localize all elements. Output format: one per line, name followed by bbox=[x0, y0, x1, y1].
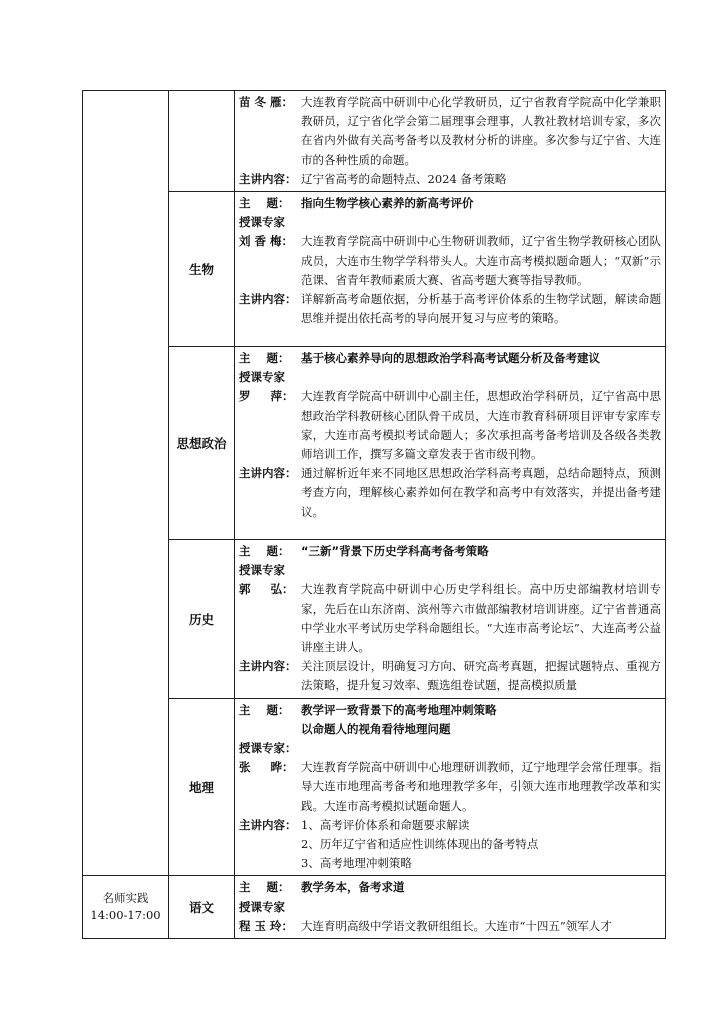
list-item: 2、历年辽宁省和适应性训练体现出的备考特点 bbox=[301, 837, 539, 852]
content-cell bbox=[235, 698, 666, 876]
content-cell bbox=[235, 192, 666, 347]
lecture-content-row bbox=[239, 657, 661, 695]
list-item: 1、高考评价体系和命题要求解读 bbox=[301, 817, 470, 832]
table-row bbox=[83, 698, 666, 876]
topic-label: 主 题： bbox=[239, 351, 290, 366]
lecture-content-text: 通过解析近年来不同地区思想政治学科高考真题，总结命题特点，预测考查方向，理解核心素养如何在教学和高考中有效落实，并提出备考建议。 bbox=[301, 466, 661, 519]
expert-bio: 大连教育学院高中研训中心地理研训教师，辽宁地理学会常任理事。指导大连市地理高考备考和地理教学多年，引领大连市地理教学改革和实践。大连市高考模拟试题命题人。 bbox=[301, 760, 661, 813]
lecture-content-label: 主讲内容： bbox=[239, 171, 297, 186]
table-row bbox=[83, 347, 666, 540]
expert-row bbox=[239, 387, 661, 464]
expert-row bbox=[239, 232, 661, 290]
lecture-content-label: 主讲内容： bbox=[239, 292, 297, 307]
session-cell-empty bbox=[83, 91, 169, 876]
subject-cell: 语文 bbox=[169, 876, 235, 939]
subject-cell: 思想政治 bbox=[169, 347, 235, 540]
subject-cell: 生物 bbox=[169, 192, 235, 347]
list-item: 3、高考地理冲刺策略 bbox=[301, 856, 412, 871]
topic-row bbox=[239, 878, 661, 897]
session-cell bbox=[83, 876, 169, 939]
expert-row bbox=[239, 917, 661, 936]
schedule-table bbox=[82, 90, 666, 939]
lecture-content-text: 辽宁省高考的命题特点、2024 备考策略 bbox=[301, 171, 507, 186]
lecture-content-row bbox=[239, 170, 661, 189]
expert-bio: 大连育明高级中学语文教研组组长。大连市“十四五”领军人才 bbox=[301, 918, 612, 933]
topic-row bbox=[239, 349, 661, 368]
subject-cell: 历史 bbox=[169, 540, 235, 699]
lecture-content-row bbox=[239, 290, 661, 328]
expert-row bbox=[239, 93, 661, 170]
lecture-content-label: 主讲内容： bbox=[239, 466, 297, 481]
content-cell bbox=[235, 91, 666, 192]
lecture-content-label: 主讲内容： bbox=[239, 817, 297, 832]
expert-name: 张 晔： bbox=[239, 760, 294, 775]
content-cell bbox=[235, 540, 666, 699]
expert-bio: 大连教育学院高中研训中心生物研训教师，辽宁省生物学教研核心团队成员，大连市生物学学科带头人。大连市高考模拟题命题人；“双新”示范课、省青年教师素质大赛、省高考题大赛等指导教师。 bbox=[301, 234, 661, 287]
table-row bbox=[83, 91, 666, 192]
topic-label: 主 题： bbox=[239, 196, 290, 211]
topic-row bbox=[239, 542, 661, 561]
expert-heading: 授课专家： bbox=[239, 741, 297, 756]
lecture-content-list bbox=[301, 816, 661, 874]
lecture-content-label: 主讲内容： bbox=[239, 659, 297, 674]
expert-row bbox=[239, 580, 661, 657]
session-time: 14:00-17:00 bbox=[90, 908, 161, 923]
expert-heading: 授课专家 bbox=[239, 899, 285, 914]
table-row bbox=[83, 876, 666, 939]
expert-name: 郭 弘： bbox=[239, 582, 294, 597]
lecture-content-row bbox=[239, 464, 661, 522]
expert-bio: 大连教育学院高中研训中心化学教研员，辽宁省教育学院高中化学兼职教研员，辽宁省化学会第二届理事会理事，人教社教材培训专家，多次在省内外做有关高考备考以及教材分析的讲座。多次参与辽宁省、大连市的各种性质的命题。 bbox=[301, 95, 661, 167]
content-cell bbox=[235, 876, 666, 939]
expert-row bbox=[239, 758, 661, 816]
subject-cell: 地理 bbox=[169, 698, 235, 876]
topic-label: 主 题： bbox=[239, 544, 290, 559]
expert-heading: 授课专家 bbox=[239, 563, 285, 578]
topic-text: “三新”背景下历史学科高考备考策略 bbox=[301, 544, 489, 559]
expert-name: 程 玉 玲： bbox=[239, 918, 294, 933]
topic-subtitle: 以命题人的视角看待地理问题 bbox=[301, 721, 451, 736]
topic-row bbox=[239, 701, 661, 720]
content-cell bbox=[235, 347, 666, 540]
expert-name: 罗 萍： bbox=[239, 389, 294, 404]
topic-row bbox=[239, 194, 661, 213]
lecture-content-row bbox=[239, 816, 661, 874]
session-name: 名师实践 bbox=[102, 891, 149, 906]
topic-label: 主 题： bbox=[239, 880, 290, 895]
expert-heading: 授课专家 bbox=[239, 215, 285, 230]
expert-bio: 大连教育学院高中研训中心副主任，思想政治学科研员，辽宁省高中思想政治学科教研核心团队骨干成员，大连市教育科研项目评审专家库专家，大连市高考模拟考试命题人；多次承担高考备考培训及各级各类教师培训工作，撰写多篇文章发表于省市级刊物。 bbox=[301, 389, 661, 462]
expert-name: 苗 冬 雁： bbox=[239, 95, 294, 109]
expert-bio: 大连教育学院高中研训中心历史学科组长。高中历史部编教材培训专家，先后在山东济南、滨州等六市做部编教材培训讲座。辽宁省普通高中学业水平考试历史学科命题组长。“大连市高考论坛”、大连高考公益讲座主讲人。 bbox=[301, 582, 661, 655]
expert-heading: 授课专家 bbox=[239, 370, 285, 385]
topic-text: 基于核心素养导向的思想政治学科高考试题分析及备考建议 bbox=[301, 351, 600, 366]
table-row bbox=[83, 540, 666, 699]
topic-label: 主 题： bbox=[239, 702, 290, 717]
lecture-content-text: 关注顶层设计，明确复习方向、研究高考真题，把握试题特点、重视方法策略，提升复习效率、甄选组卷试题，提高模拟质量 bbox=[301, 659, 661, 693]
subject-cell bbox=[169, 91, 235, 192]
topic-text: 指向生物学核心素养的新高考评价 bbox=[301, 196, 474, 211]
topic-text: 教学务本，备考求道 bbox=[301, 880, 405, 895]
lecture-content-text: 详解新高考命题依据，分析基于高考评价体系的生物学试题，解读命题思维并提出依托高考的导向展开复习与应考的策略。 bbox=[301, 292, 661, 326]
topic-text: 教学评一致背景下的高考地理冲刺策略 bbox=[301, 702, 497, 717]
table-row bbox=[83, 192, 666, 347]
expert-name: 刘 香 梅： bbox=[239, 234, 294, 249]
